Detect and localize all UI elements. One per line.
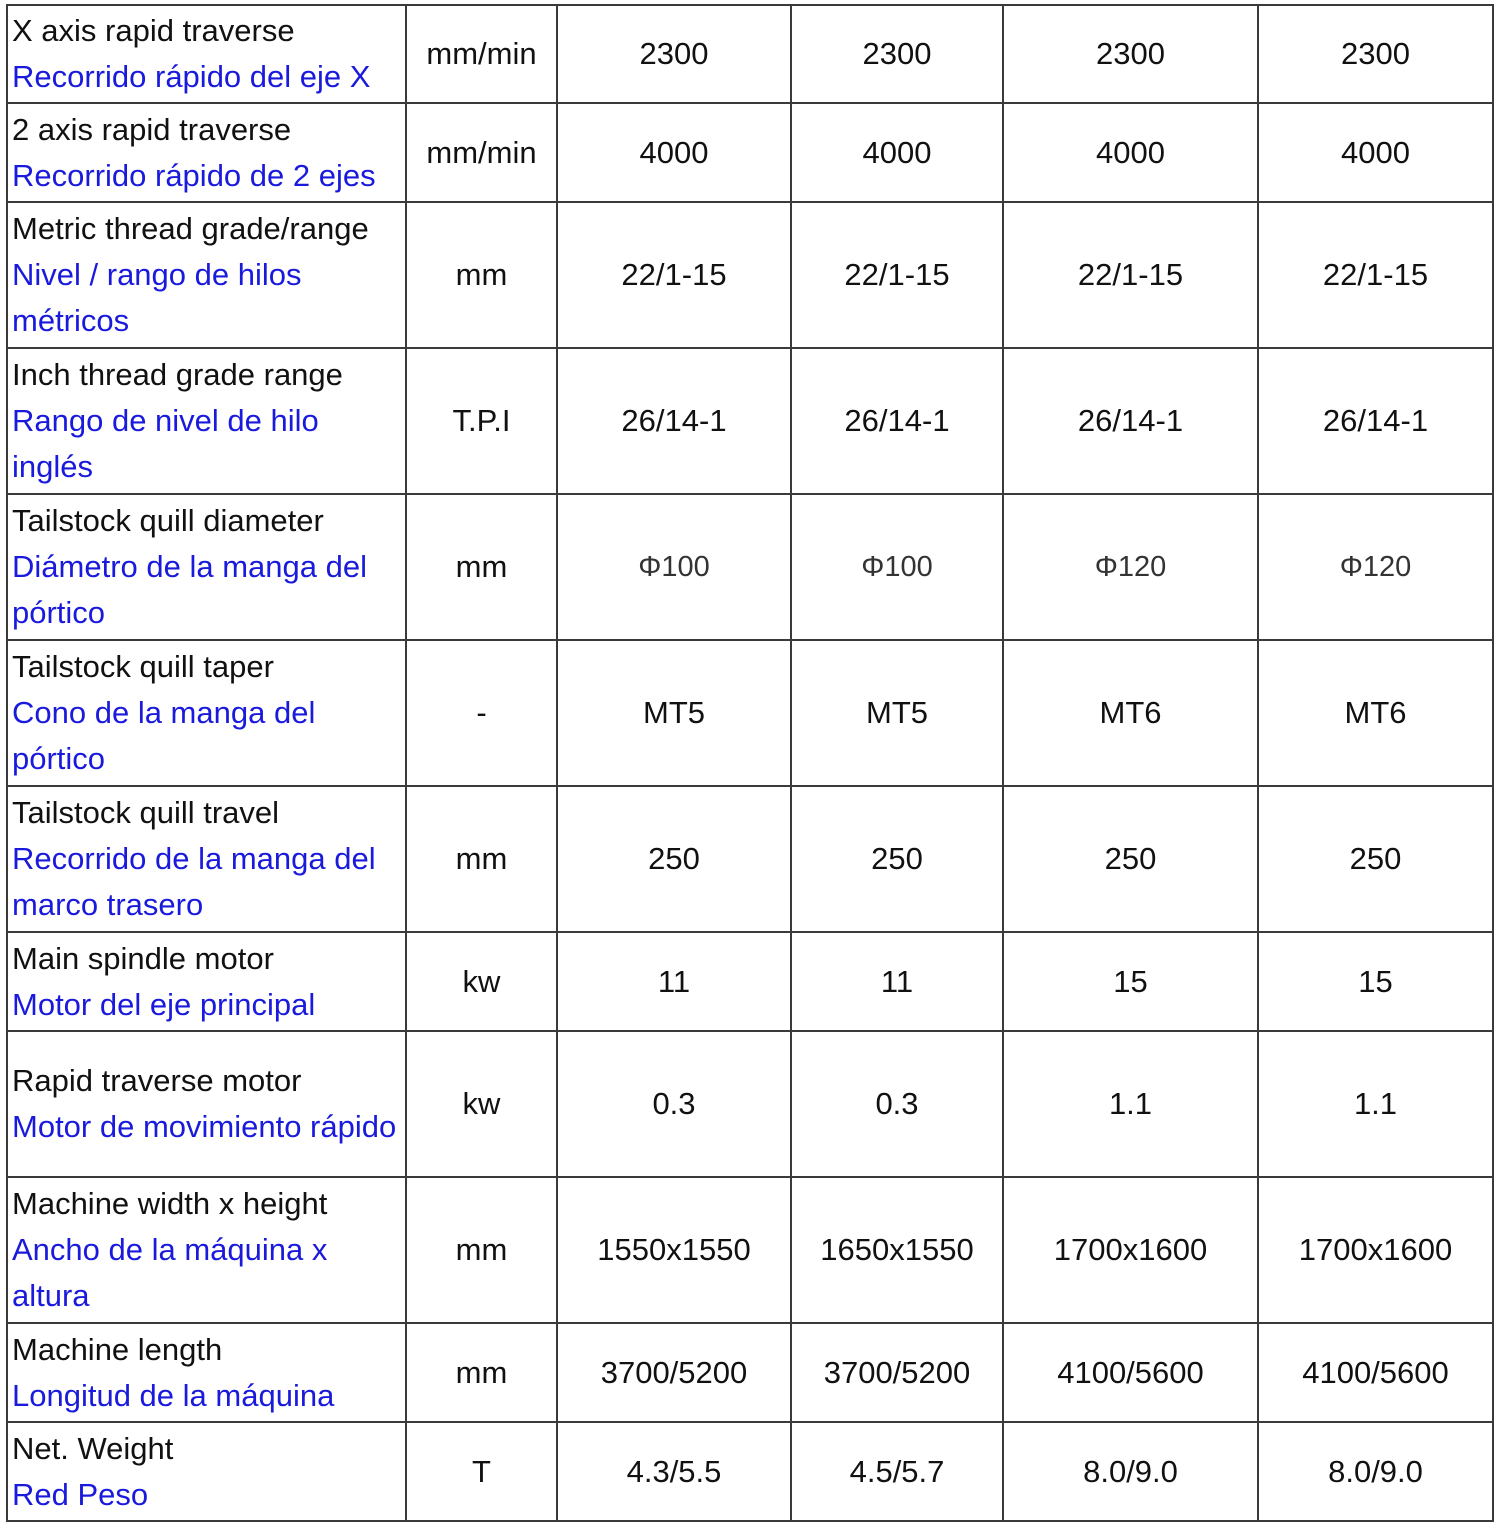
- value-cell: 22/1-15: [1003, 202, 1258, 348]
- value-cell: Φ120: [1258, 494, 1493, 640]
- table-row: [7, 1177, 1493, 1323]
- spec-label-cell: [7, 786, 406, 932]
- value-cell: MT5: [791, 640, 1003, 786]
- value-cell: MT6: [1003, 640, 1258, 786]
- value-cell: 1.1: [1258, 1031, 1493, 1177]
- table-row: [7, 202, 1493, 348]
- value-cell: 2300: [557, 5, 791, 103]
- spec-name-es: Recorrido rápido de 2 ejes: [12, 157, 376, 193]
- spec-name-es: Nivel / rango de hilos métricos: [12, 257, 302, 338]
- table-row: [7, 494, 1493, 640]
- table-row: [7, 932, 1493, 1031]
- value-cell: 15: [1003, 932, 1258, 1031]
- table-row: [7, 1031, 1493, 1177]
- value-cell: 3700/5200: [791, 1323, 1003, 1422]
- value-cell: 3700/5200: [557, 1323, 791, 1422]
- value-cell: 250: [791, 786, 1003, 932]
- value-cell: 26/14-1: [1258, 348, 1493, 494]
- unit-cell: kw: [406, 932, 557, 1031]
- spec-label-cell: [7, 5, 406, 103]
- value-cell: Φ100: [557, 494, 791, 640]
- spec-name-es: Diámetro de la manga del pórtico: [12, 549, 367, 630]
- unit-cell: mm: [406, 786, 557, 932]
- value-cell: 1550x1550: [557, 1177, 791, 1323]
- value-cell: 1650x1550: [791, 1177, 1003, 1323]
- table-row: [7, 348, 1493, 494]
- spec-name-es: Red Peso: [12, 1476, 149, 1512]
- value-cell: 4000: [557, 103, 791, 202]
- value-cell: 4000: [1258, 103, 1493, 202]
- spec-label-cell: [7, 1177, 406, 1323]
- spec-name-en: 2 axis rapid traverse: [12, 111, 292, 147]
- spec-label-cell: [7, 1323, 406, 1422]
- value-cell: 4000: [1003, 103, 1258, 202]
- value-cell: 2300: [1258, 5, 1493, 103]
- spec-name-es: Recorrido rápido del eje X: [12, 59, 371, 94]
- spec-name-es: Motor de movimiento rápido: [12, 1109, 397, 1144]
- value-cell: 1700x1600: [1258, 1177, 1493, 1323]
- unit-cell: mm: [406, 494, 557, 640]
- value-cell: 26/14-1: [791, 348, 1003, 494]
- table-row: [7, 1422, 1493, 1521]
- spec-name-en: Tailstock quill diameter: [12, 503, 324, 538]
- value-cell: 4.3/5.5: [557, 1422, 791, 1521]
- spec-name-es: Rango de nivel de hilo inglés: [12, 403, 319, 484]
- value-cell: 250: [1258, 786, 1493, 932]
- unit-cell: T.P.I: [406, 348, 557, 494]
- unit-cell: mm: [406, 1323, 557, 1422]
- spec-name-en: Net. Weight: [12, 1430, 174, 1466]
- value-cell: 4.5/5.7: [791, 1422, 1003, 1521]
- value-cell: 26/14-1: [1003, 348, 1258, 494]
- unit-cell: mm/min: [406, 103, 557, 202]
- value-cell: 0.3: [557, 1031, 791, 1177]
- spec-name-es: Motor del eje principal: [12, 986, 316, 1022]
- unit-cell: T: [406, 1422, 557, 1521]
- spec-name-es: Ancho de la máquina x altura: [12, 1232, 328, 1313]
- spec-name-es: Cono de la manga del pórtico: [12, 695, 316, 776]
- value-cell: 8.0/9.0: [1258, 1422, 1493, 1521]
- value-cell: 22/1-15: [791, 202, 1003, 348]
- value-cell: 250: [557, 786, 791, 932]
- table-row: [7, 5, 1493, 103]
- unit-cell: mm: [406, 202, 557, 348]
- table-row: [7, 1323, 1493, 1422]
- value-cell: 4100/5600: [1258, 1323, 1493, 1422]
- spec-name-en: Tailstock quill taper: [12, 649, 274, 684]
- value-cell: 22/1-15: [1258, 202, 1493, 348]
- value-cell: 0.3: [791, 1031, 1003, 1177]
- unit-cell: mm: [406, 1177, 557, 1323]
- value-cell: 1.1: [1003, 1031, 1258, 1177]
- spec-label-cell: [7, 202, 406, 348]
- spec-label-cell: [7, 103, 406, 202]
- spec-name-en: X axis rapid traverse: [12, 13, 295, 48]
- spec-label-cell: [7, 1422, 406, 1521]
- table-row: [7, 103, 1493, 202]
- spec-name-en: Machine length: [12, 1331, 223, 1367]
- spec-label-cell: [7, 1031, 406, 1177]
- spec-table: [6, 4, 1494, 1522]
- value-cell: 4000: [791, 103, 1003, 202]
- value-cell: 11: [557, 932, 791, 1031]
- table-row: [7, 786, 1493, 932]
- spec-name-en: Main spindle motor: [12, 940, 274, 976]
- spec-label-cell: [7, 494, 406, 640]
- unit-cell: mm/min: [406, 5, 557, 103]
- value-cell: 26/14-1: [557, 348, 791, 494]
- value-cell: 11: [791, 932, 1003, 1031]
- table-row: [7, 640, 1493, 786]
- value-cell: Φ100: [791, 494, 1003, 640]
- unit-cell: kw: [406, 1031, 557, 1177]
- spec-label-cell: [7, 932, 406, 1031]
- spec-name-en: Machine width x height: [12, 1186, 328, 1221]
- value-cell: MT6: [1258, 640, 1493, 786]
- value-cell: 8.0/9.0: [1003, 1422, 1258, 1521]
- spec-name-en: Rapid traverse motor: [12, 1063, 302, 1098]
- value-cell: 22/1-15: [557, 202, 791, 348]
- spec-name-en: Tailstock quill travel: [12, 795, 280, 830]
- value-cell: 4100/5600: [1003, 1323, 1258, 1422]
- value-cell: 2300: [791, 5, 1003, 103]
- unit-cell: -: [406, 640, 557, 786]
- value-cell: 1700x1600: [1003, 1177, 1258, 1323]
- value-cell: 2300: [1003, 5, 1258, 103]
- spec-label-cell: [7, 640, 406, 786]
- spec-name-es: Longitud de la máquina: [12, 1377, 335, 1413]
- value-cell: 15: [1258, 932, 1493, 1031]
- spec-label-cell: [7, 348, 406, 494]
- spec-name-es: Recorrido de la manga del marco trasero: [12, 841, 376, 922]
- value-cell: Φ120: [1003, 494, 1258, 640]
- spec-name-en: Metric thread grade/range: [12, 211, 369, 246]
- value-cell: MT5: [557, 640, 791, 786]
- value-cell: 250: [1003, 786, 1258, 932]
- spec-name-en: Inch thread grade range: [12, 357, 343, 392]
